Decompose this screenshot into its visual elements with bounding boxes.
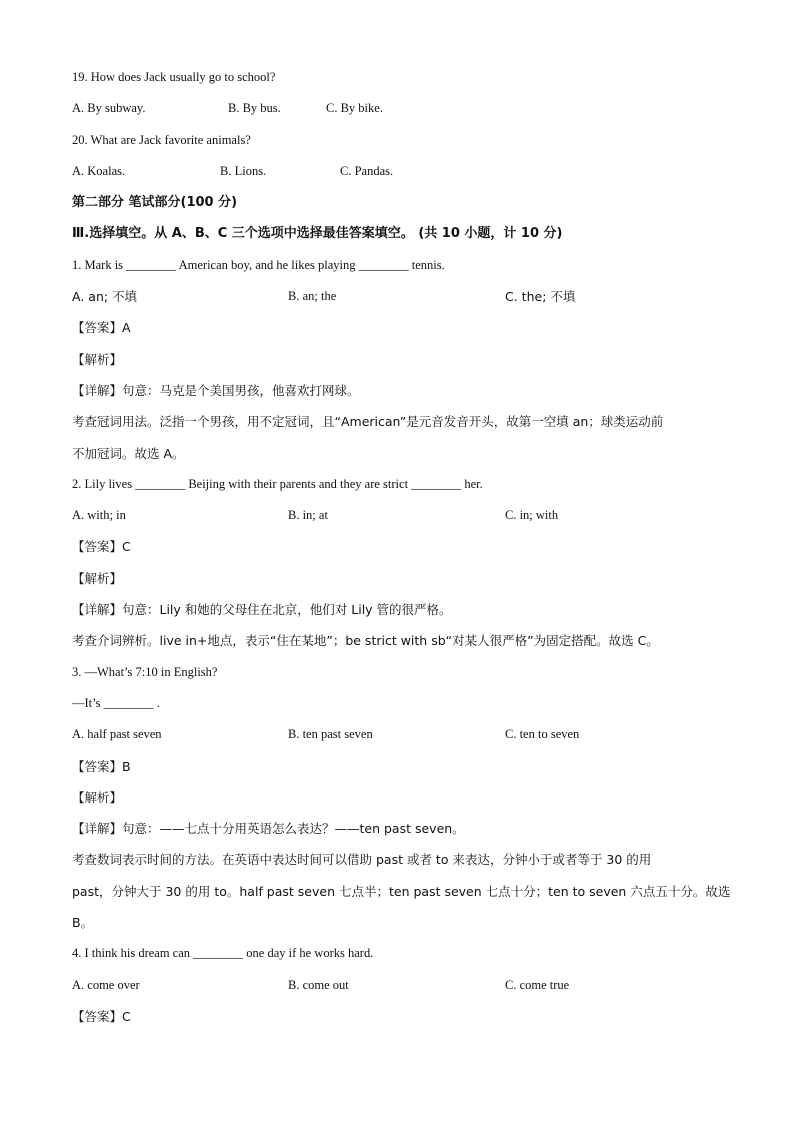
question-19-options bbox=[72, 93, 724, 124]
question-text: one day if he works hard. bbox=[246, 946, 374, 961]
analysis-label: 【解析】 bbox=[72, 789, 123, 805]
question-text: tennis. bbox=[411, 257, 445, 272]
answer-blank: ________ bbox=[126, 257, 177, 272]
question-19: 19. How does Jack usually go to school? bbox=[72, 70, 276, 84]
question-text: —It’s bbox=[72, 695, 104, 710]
section-three-title: Ⅲ.选择填空。从 A、B、C 三个选项中选择最佳答案填空。 (共 10 小题，计 10 分) bbox=[72, 226, 563, 242]
question-text: 4. I think his dream can bbox=[72, 946, 194, 961]
answer-label: 【答案】C bbox=[72, 1008, 131, 1024]
option-a: A. with; in bbox=[72, 508, 126, 523]
option-a: A. an; 不填 bbox=[72, 289, 138, 305]
option-c: C. Pandas. bbox=[340, 163, 394, 178]
question-3-options bbox=[72, 719, 724, 750]
question-3: 3. —What’s 7:10 in English? bbox=[72, 664, 218, 679]
answer-blank: ________ bbox=[358, 257, 409, 272]
answer-label: 【答案】C bbox=[72, 539, 131, 555]
question-text: Beijing with their parents and they are strict bbox=[188, 476, 412, 491]
question-text: . bbox=[156, 695, 160, 710]
analysis-label: 【解析】 bbox=[72, 570, 123, 586]
analysis-label: 【解析】 bbox=[72, 351, 123, 367]
answer-blank: ________ bbox=[411, 476, 462, 491]
option-c: C. in; with bbox=[505, 508, 559, 523]
question-3-reply bbox=[72, 688, 724, 719]
option-c: C. ten to seven bbox=[505, 727, 580, 742]
question-1-options bbox=[72, 281, 724, 312]
question-text: American boy, and he likes playing bbox=[178, 257, 359, 272]
option-b: B. ten past seven bbox=[288, 727, 373, 742]
explanation-text: 考查数词表示时间的方法。在英语中表达时间可以借助 past 或者 to 来表达，分钟小于或者等于 30 的用 bbox=[72, 852, 652, 868]
option-b: B. in; at bbox=[288, 508, 328, 523]
question-text: 2. Lily lives bbox=[72, 476, 136, 491]
explanation-text: B。 bbox=[72, 915, 94, 931]
detail-text: 【详解】句意：马克是个美国男孩，他喜欢打网球。 bbox=[72, 382, 360, 398]
question-1 bbox=[72, 250, 724, 281]
answer-blank: ________ bbox=[103, 695, 154, 710]
part-two-title: 第二部分 笔试部分(100 分) bbox=[72, 195, 238, 211]
question-4 bbox=[72, 938, 724, 969]
question-20-options bbox=[72, 156, 724, 187]
document-page bbox=[72, 62, 731, 1032]
question-2 bbox=[72, 469, 724, 500]
option-b: B. an; the bbox=[288, 289, 337, 304]
detail-text: 【详解】句意：Lily 和她的父母住在北京，他们对 Lily 管的很严格。 bbox=[72, 602, 452, 618]
answer-label: 【答案】A bbox=[72, 320, 131, 336]
question-text: 1. Mark is bbox=[72, 257, 124, 272]
option-a: A. Koalas. bbox=[72, 163, 126, 178]
explanation-text: 考查介词辨析。live in+地点，表示“住在某地”；be strict with sb“对某人很严格”为固定搭配。故选 C。 bbox=[72, 633, 659, 649]
question-text: her. bbox=[464, 476, 483, 491]
option-b: B. Lions. bbox=[220, 163, 267, 178]
explanation-text: past，分钟大于 30 的用 to。half past seven 七点半；ten past seven 七点十分；ten to seven 六点五十分。故选 bbox=[72, 883, 731, 899]
option-c: C. By bike. bbox=[326, 101, 383, 116]
explanation-text: 不加冠词。故选 A。 bbox=[72, 445, 185, 461]
detail-text: 【详解】句意：——七点十分用英语怎么表达？——ten past seven。 bbox=[72, 821, 465, 837]
answer-blank: ________ bbox=[193, 946, 244, 961]
question-20: 20. What are Jack favorite animals? bbox=[72, 132, 251, 147]
option-a: A. half past seven bbox=[72, 727, 162, 742]
option-a: A. come over bbox=[72, 977, 140, 992]
question-4-options bbox=[72, 970, 724, 1001]
option-c: C. come true bbox=[505, 977, 570, 992]
option-b: B. come out bbox=[288, 977, 349, 992]
option-a: A. By subway. bbox=[72, 101, 146, 116]
option-b: B. By bus. bbox=[228, 101, 281, 116]
answer-label: 【答案】B bbox=[72, 758, 131, 774]
question-2-options bbox=[72, 500, 724, 531]
answer-blank: ________ bbox=[135, 476, 186, 491]
option-c: C. the; 不填 bbox=[505, 289, 576, 305]
explanation-text: 考查冠词用法。泛指一个男孩，用不定冠词，且“American”是元音发音开头，故第一空填 an；球类运动前 bbox=[72, 414, 664, 430]
